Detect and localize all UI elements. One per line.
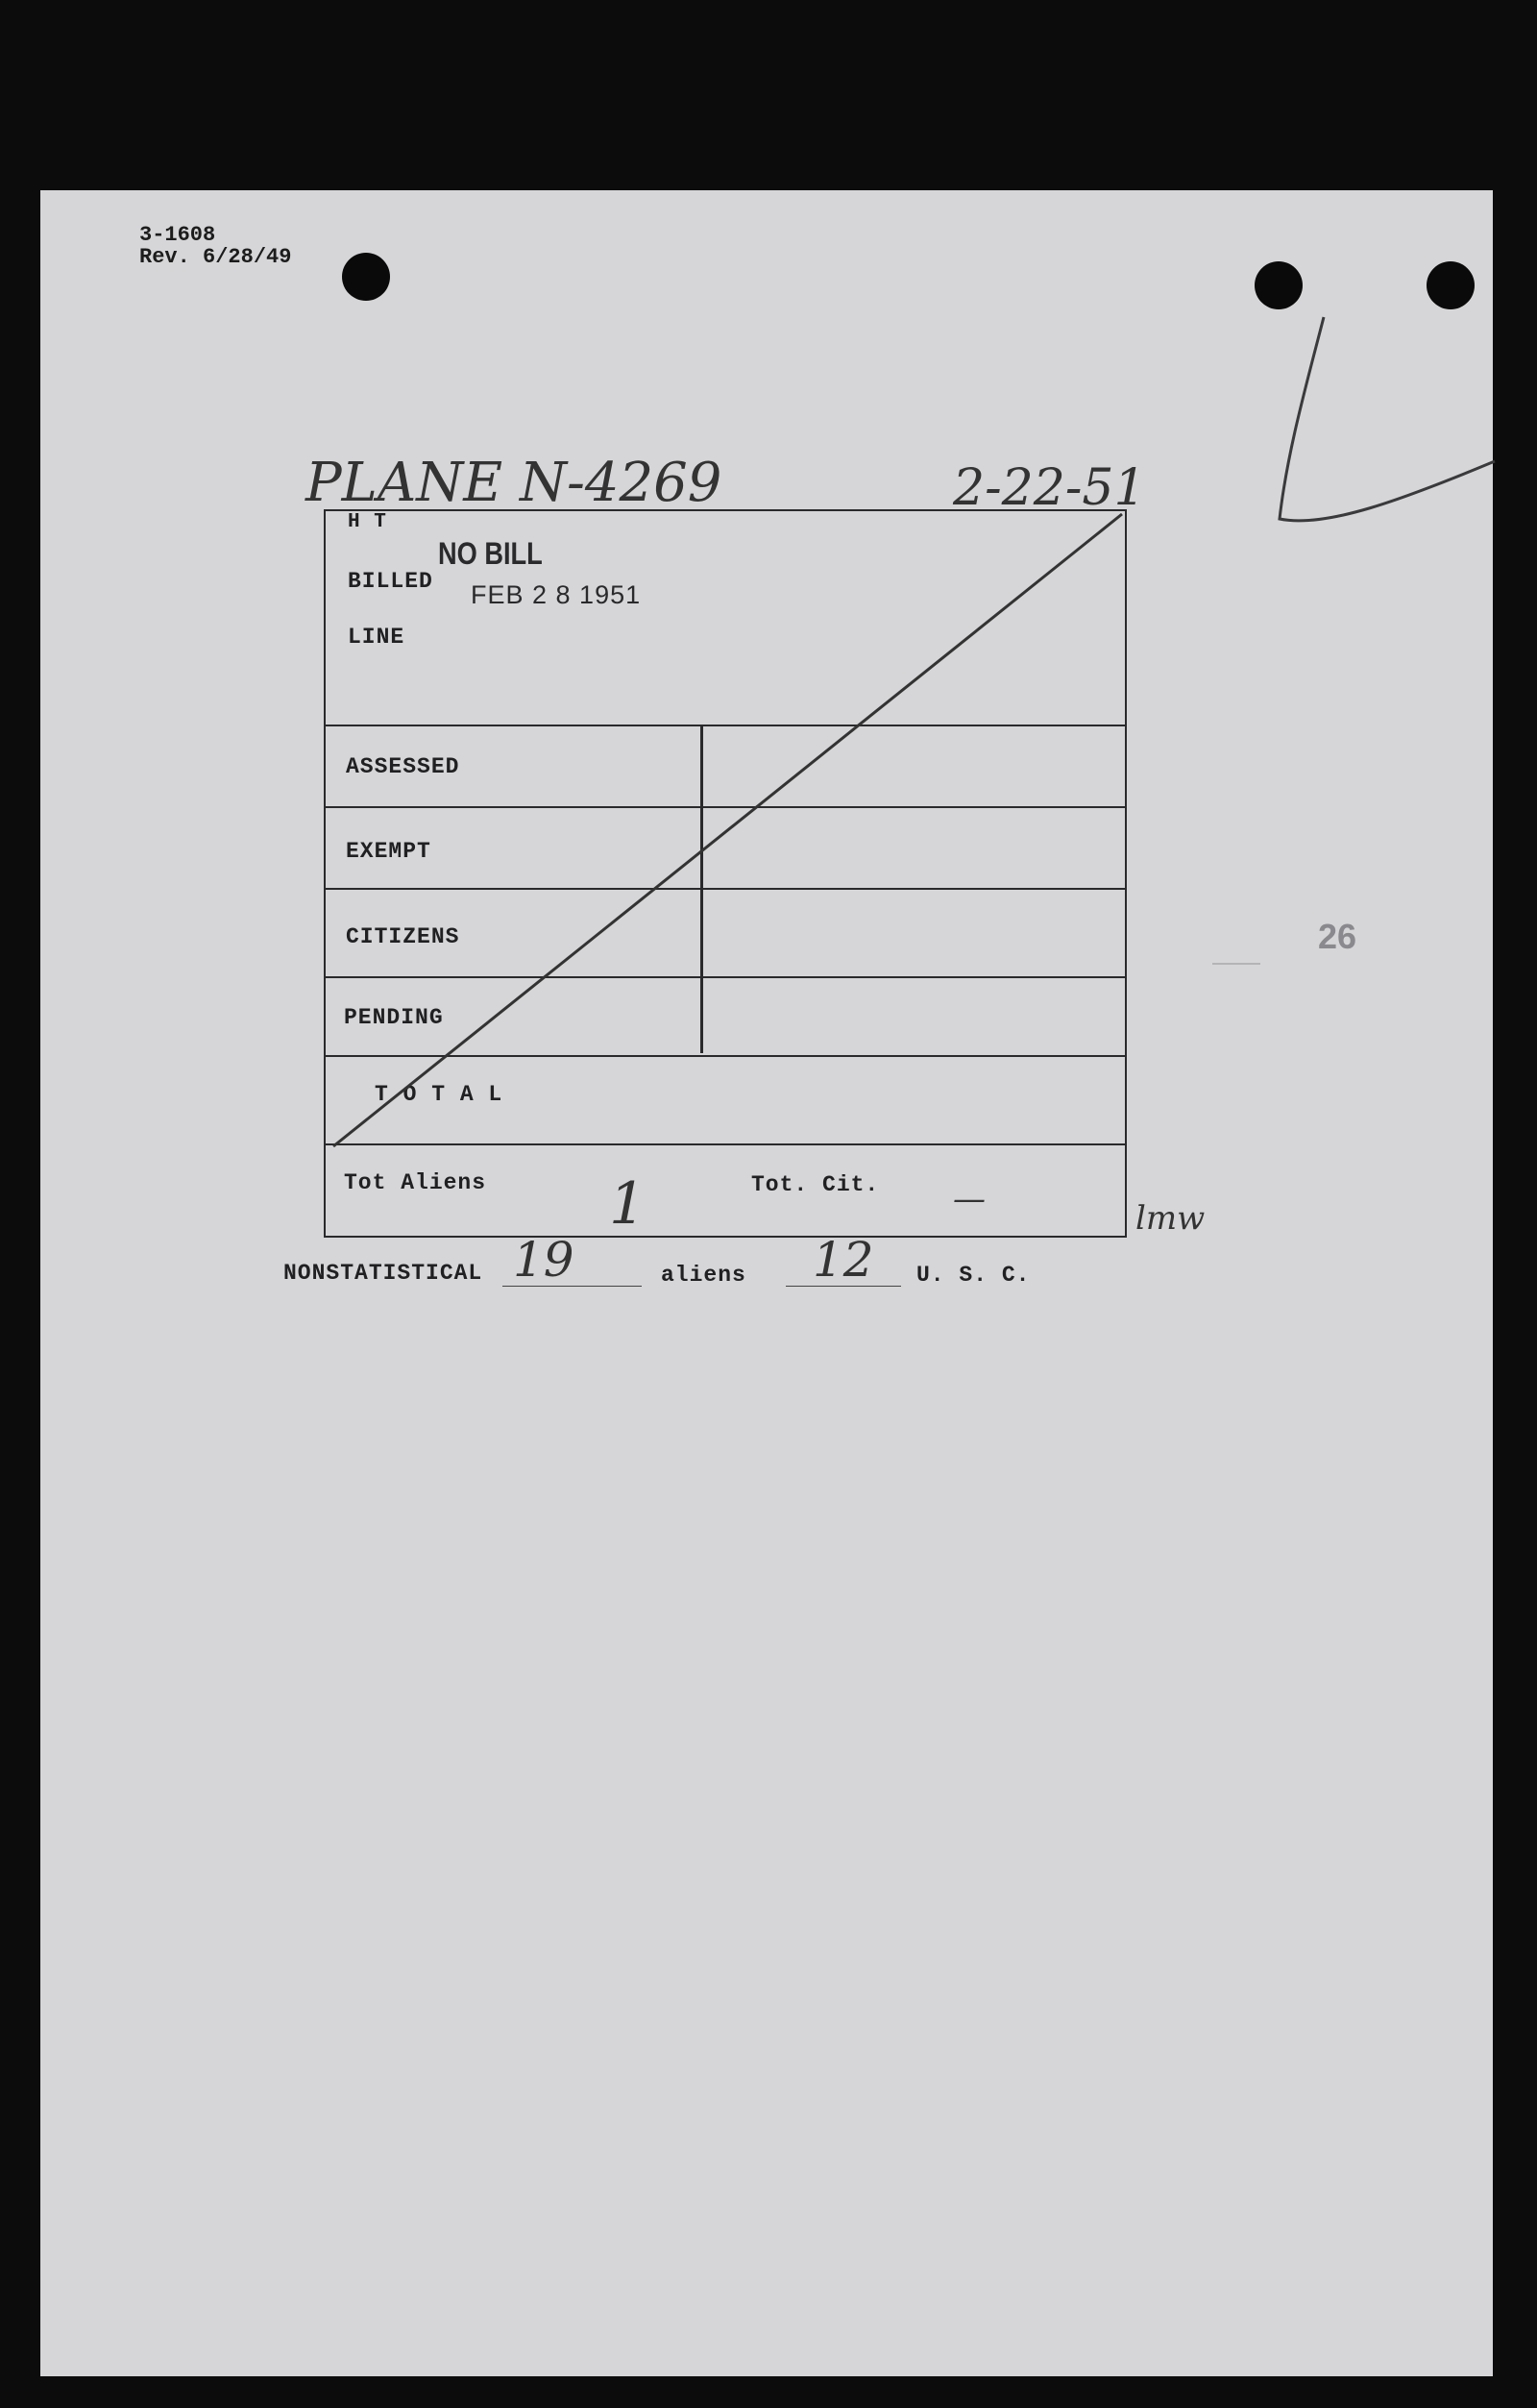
label-billed: BILLED bbox=[348, 569, 433, 594]
tot-aliens-value: 1 bbox=[609, 1170, 647, 1238]
label-line: LINE bbox=[348, 625, 405, 650]
label-usc: U. S. C. bbox=[916, 1263, 1031, 1288]
initials: lmw bbox=[1135, 1199, 1206, 1238]
tot-cit-value: — bbox=[953, 1180, 986, 1218]
cancel-stroke bbox=[333, 514, 1122, 1146]
label-assessed: ASSESSED bbox=[346, 754, 460, 779]
form-revision: Rev. 6/28/49 bbox=[139, 245, 292, 269]
label-aliens: aliens bbox=[661, 1263, 746, 1288]
page-number: 26 bbox=[1318, 917, 1357, 956]
form-number: 3-1608 bbox=[139, 223, 216, 247]
label-tot-cit: Tot. Cit. bbox=[751, 1172, 880, 1197]
label-tot-aliens: Tot Aliens bbox=[344, 1170, 487, 1195]
plane-number-handwritten: PLANE N-4269 bbox=[305, 452, 722, 514]
label-exempt: EXEMPT bbox=[346, 839, 431, 864]
nonstat-aliens-value: 19 bbox=[513, 1232, 574, 1288]
stamp-no-bill: NO BILL bbox=[438, 536, 543, 571]
label-citizens: CITIZENS bbox=[346, 924, 460, 949]
label-ht: H T bbox=[348, 511, 387, 533]
label-pending: PENDING bbox=[344, 1005, 444, 1030]
stamp-date: FEB 2 8 1951 bbox=[471, 580, 642, 609]
nonstat-usc-value: 12 bbox=[813, 1232, 874, 1288]
page-number-dash bbox=[1212, 963, 1260, 965]
date-handwritten: 2-22-51 bbox=[953, 459, 1146, 517]
label-nonstatistical: NONSTATISTICAL bbox=[283, 1261, 483, 1286]
label-total: T O T A L bbox=[375, 1082, 503, 1107]
